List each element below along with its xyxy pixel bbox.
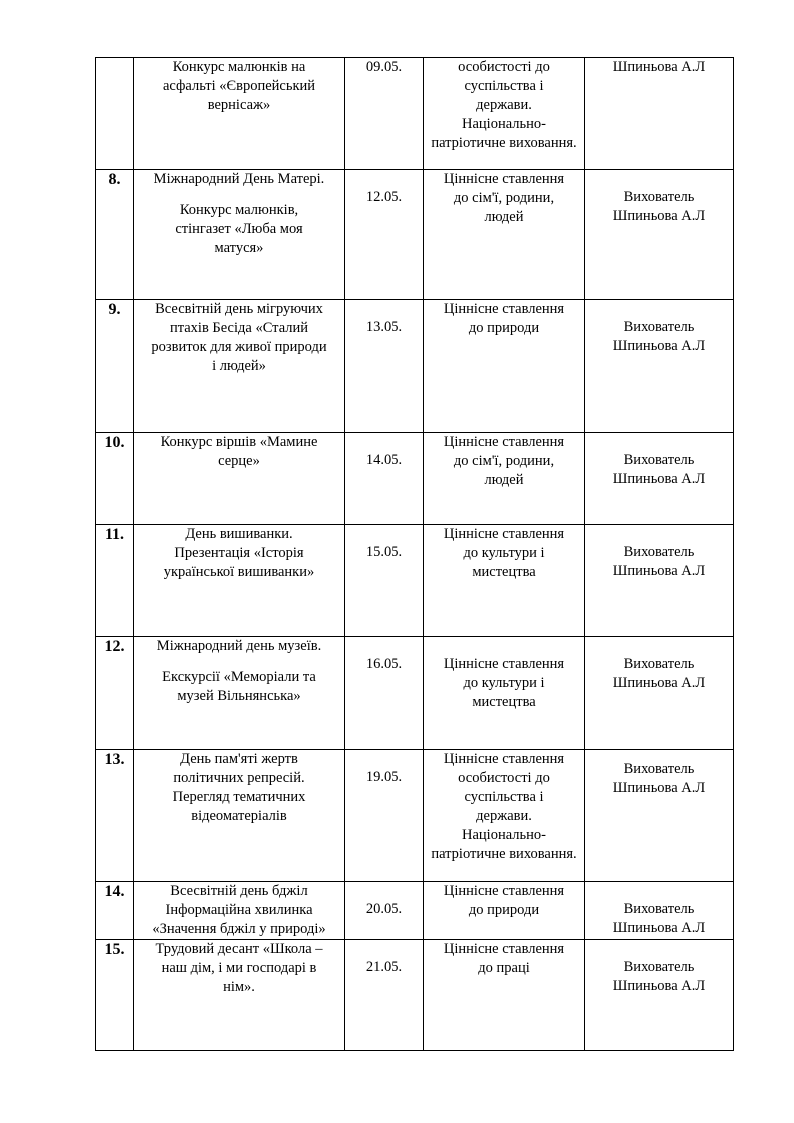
table-row xyxy=(96,525,734,637)
date-cell: 09.05. xyxy=(345,58,424,170)
table-row xyxy=(96,170,734,300)
value-cell: Ціннісне ставлення особистості до суспільства і держави. Національно- патріотичне виховання. xyxy=(424,750,585,882)
date-cell: 21.05. xyxy=(345,940,424,1051)
row-number: 15. xyxy=(96,940,134,1051)
row-number: 9. xyxy=(96,300,134,433)
row-number: 8. xyxy=(96,170,134,300)
responsible-cell: Вихователь Шпиньова А.Л xyxy=(585,433,734,525)
table-row xyxy=(96,58,734,170)
row-number: 11. xyxy=(96,525,134,637)
value-cell: Ціннісне ставлення до сім'ї, родини, людей xyxy=(424,170,585,300)
value-cell: Ціннісне ставлення до природи xyxy=(424,882,585,940)
date-cell: 13.05. xyxy=(345,300,424,433)
responsible-cell: Вихователь Шпиньова А.Л xyxy=(585,750,734,882)
date-cell: 16.05. xyxy=(345,637,424,750)
row-number: 14. xyxy=(96,882,134,940)
date-cell: 14.05. xyxy=(345,433,424,525)
table-row xyxy=(96,882,734,940)
date-cell: 15.05. xyxy=(345,525,424,637)
event-cell: День пам'яті жертв політичних репресій. Перегляд тематичних відеоматеріалів xyxy=(134,750,345,882)
date-cell: 12.05. xyxy=(345,170,424,300)
value-cell: Ціннісне ставлення до сім'ї, родини, людей xyxy=(424,433,585,525)
event-cell: День вишиванки. Презентація «Історія української вишиванки» xyxy=(134,525,345,637)
responsible-cell: Вихователь Шпиньова А.Л xyxy=(585,882,734,940)
responsible-cell: Вихователь Шпиньова А.Л xyxy=(585,525,734,637)
value-cell: Ціннісне ставлення до праці xyxy=(424,940,585,1051)
value-cell: Ціннісне ставлення до природи xyxy=(424,300,585,433)
event-cell: Всесвітній день бджіл Інформаційна хвилинка «Значення бджіл у природі» xyxy=(134,882,345,940)
row-number xyxy=(96,58,134,170)
table-row xyxy=(96,940,734,1051)
value-cell: особистості до суспільства і держави. Національно- патріотичне виховання. xyxy=(424,58,585,170)
event-cell: Конкурс малюнків на асфальті «Європейський вернісаж» xyxy=(134,58,345,170)
events-table xyxy=(95,57,734,1051)
table-row xyxy=(96,750,734,882)
event-cell: Міжнародний День Матері. Конкурс малюнків, стінгазет «Люба моя матуся» xyxy=(134,170,345,300)
responsible-cell: Вихователь Шпиньова А.Л xyxy=(585,637,734,750)
row-number: 12. xyxy=(96,637,134,750)
value-cell: Ціннісне ставлення до культури і мистецтва xyxy=(424,525,585,637)
event-cell: Міжнародний день музеїв. Екскурсії «Меморіали та музей Вільнянська» xyxy=(134,637,345,750)
responsible-cell: Вихователь Шпиньова А.Л xyxy=(585,170,734,300)
row-number: 13. xyxy=(96,750,134,882)
event-cell: Трудовий десант «Школа – наш дім, і ми господарі в нім». xyxy=(134,940,345,1051)
date-cell: 20.05. xyxy=(345,882,424,940)
event-cell: Конкурс віршів «Мамине серце» xyxy=(134,433,345,525)
event-cell: Всесвітній день мігруючих птахів Бесіда «Сталий розвиток для живої природи і людей» xyxy=(134,300,345,433)
date-cell: 19.05. xyxy=(345,750,424,882)
responsible-cell: Шпиньова А.Л xyxy=(585,58,734,170)
responsible-cell: Вихователь Шпиньова А.Л xyxy=(585,940,734,1051)
table-row xyxy=(96,637,734,750)
responsible-cell: Вихователь Шпиньова А.Л xyxy=(585,300,734,433)
value-cell: Ціннісне ставлення до культури і мистецтва xyxy=(424,637,585,750)
table-row xyxy=(96,300,734,433)
row-number: 10. xyxy=(96,433,134,525)
table-row xyxy=(96,433,734,525)
